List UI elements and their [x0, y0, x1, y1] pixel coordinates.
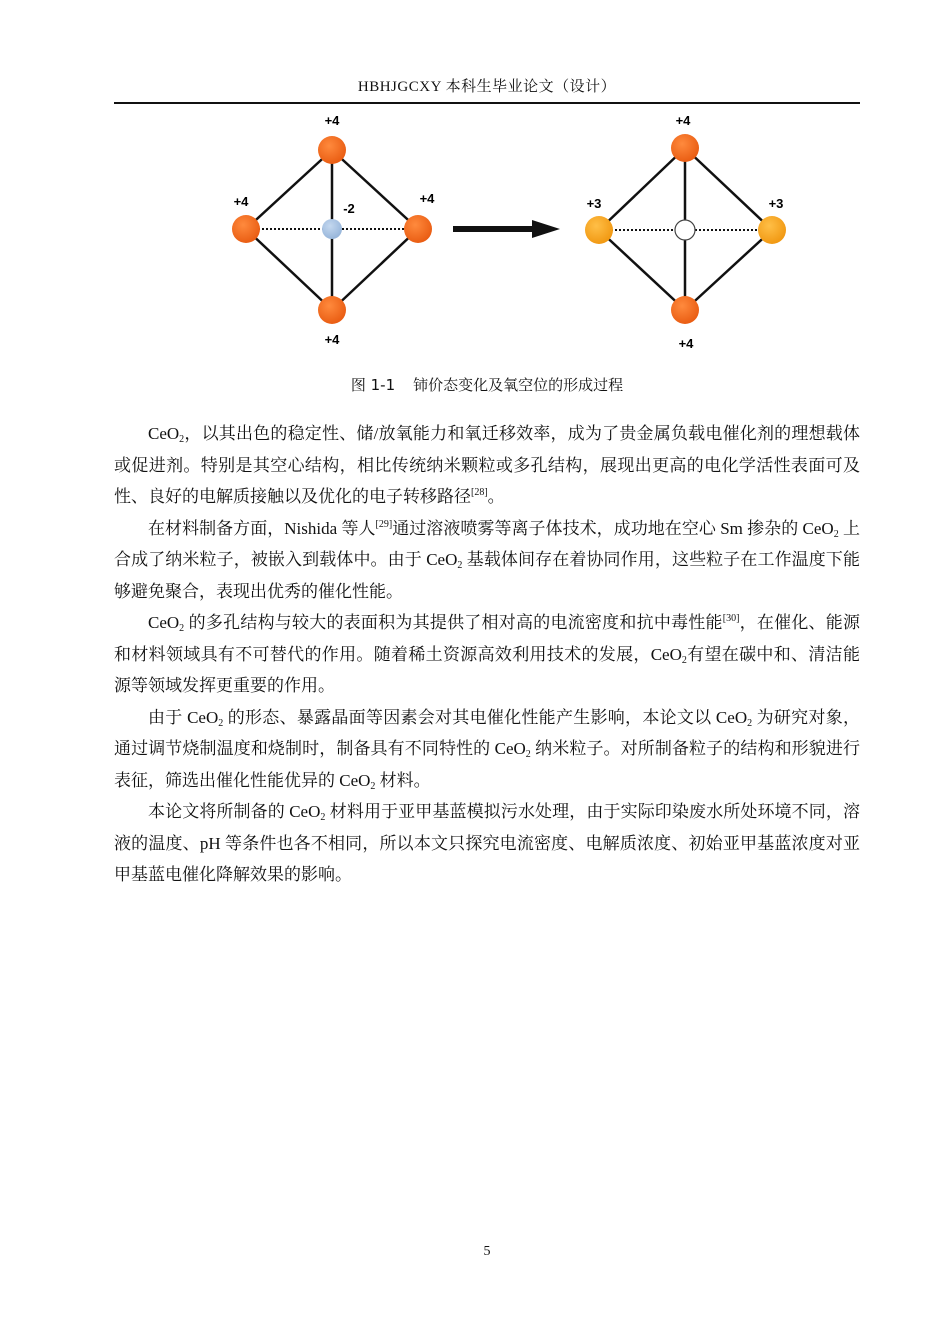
left-octahedron: [232, 113, 435, 347]
subscript: 2: [370, 780, 376, 792]
citation-ref: [28]: [471, 487, 488, 498]
ce4-top-atom: [671, 134, 699, 162]
body-text: [114, 418, 860, 891]
text-span: 的多孔结构与较大的表面积为其提供了相对高的电流密度和抗中毒性能: [184, 613, 723, 632]
label-right: +3: [768, 196, 784, 211]
paragraph-1: [114, 418, 860, 513]
text-span: 上合成了纳米粒子，被嵌入到载体中。由于 CeO: [114, 518, 861, 569]
text-span: ，在催化、能源和材料领域具有不可替代的作用。随着稀土资源高效利用技术的发展，CeO: [114, 613, 861, 664]
label-center: -2: [343, 201, 355, 216]
subscript: 2: [320, 812, 326, 823]
ce4-bottom-atom: [671, 296, 699, 324]
text-span: 材料用于亚甲基蓝模拟污水处理，由于实际印染废水所处环境不同，溶液的温度、pH 等条件也各不相同，所以本文只探究电流密度、电解质浓度、初始亚甲基蓝浓度对亚甲基蓝电催化降解效果的影响。: [114, 802, 860, 884]
citation-ref: [30]: [722, 613, 740, 624]
label-bottom: +4: [324, 332, 340, 347]
label-top: +4: [675, 113, 691, 128]
text-span: 为研究对象，通过调节烧制温度和烧制时，制备具有不同特性的 CeO: [114, 707, 860, 758]
text-span: CeO: [148, 424, 180, 443]
subscript: 2: [747, 717, 753, 729]
subscript: 2: [525, 749, 531, 760]
edge-line: [599, 230, 685, 310]
transformation-arrow: [453, 220, 560, 238]
text-span: 通过溶液喷雾等离子体技术，成功地在空心 Sm 掺杂的 CeO: [392, 518, 834, 538]
edge-line: [685, 148, 772, 230]
text-span: 本论文将所制备的 CeO: [148, 802, 321, 821]
subscript: 2: [457, 560, 463, 571]
edge-line: [599, 148, 685, 230]
paragraph-5: [114, 796, 860, 891]
subscript: 2: [179, 623, 185, 634]
figure-caption: [114, 374, 860, 396]
right-octahedron: [585, 113, 786, 351]
cerium-valence-diagram: [220, 108, 800, 358]
text-span: ，以其出色的稳定性、储/放氧能力和氧迁移效率，成为了贵金属负载电催化剂的理想载体或促进剂。特别是其空心结构，相比传统纳米颗粒或多孔结构，展现出更高的电化学活性表面可及性、良好的电解质接触以及优化的电子转移路径: [114, 424, 860, 506]
text-span: 在材料制备方面，Nishida 等人: [148, 518, 376, 538]
edge-line: [246, 229, 332, 310]
subscript: 2: [218, 717, 224, 729]
ce4-top-atom: [318, 136, 346, 164]
subscript: 2: [179, 434, 185, 445]
caption-text: 铈价态变化及氧空位的形成过程: [413, 376, 624, 394]
ce4-bottom-atom: [318, 296, 346, 324]
text-span: 的形态、暴露晶面等因素会对其电催化性能产生影响，本论文以 CeO: [223, 707, 748, 727]
text-span: 有望在碳中和、清洁能源等领域发挥更重要的作用。: [114, 644, 860, 695]
page-number: 5: [483, 1244, 491, 1259]
oxygen-atom: [322, 219, 342, 239]
edge-line: [332, 150, 418, 229]
label-left: +4: [233, 194, 249, 209]
text-span: 。: [487, 487, 505, 506]
text-span: 纳米粒子。对所制备粒子的结构和形貌进行表征，筛选出催化性能优异的 CeO: [114, 739, 860, 790]
label-right: +4: [419, 191, 435, 206]
label-bottom: +4: [678, 336, 694, 351]
text-span: 基载体间存在着协同作用，这些粒子在工作温度下能够避免聚合，表现出优秀的催化性能。: [114, 550, 860, 601]
arrow-head-icon: [532, 220, 560, 238]
text-span: 材料。: [375, 770, 431, 790]
page-header: [114, 76, 860, 104]
label-left: +3: [586, 196, 602, 211]
text-span: 由于 CeO: [148, 707, 219, 727]
paragraph-2: [114, 513, 860, 608]
ce4-left-atom: [232, 215, 260, 243]
paragraph-3: [114, 607, 860, 702]
text-span: CeO: [148, 613, 180, 632]
oxygen-vacancy: [675, 220, 695, 240]
subscript: 2: [833, 528, 839, 540]
edge-line: [246, 150, 332, 229]
figure-1-1: [220, 108, 800, 358]
ce3-left-atom: [585, 216, 613, 244]
subscript: 2: [681, 654, 687, 666]
header-title: HBHJGCXY 本科生毕业论文（设计）: [357, 79, 617, 95]
paragraph-4: [114, 702, 860, 797]
caption-number: 图 1-1: [350, 376, 396, 394]
edge-line: [685, 230, 772, 310]
ce4-right-atom: [404, 215, 432, 243]
citation-ref: [29]: [375, 518, 393, 530]
edge-line: [332, 229, 418, 310]
label-top: +4: [324, 113, 340, 128]
ce3-right-atom: [758, 216, 786, 244]
